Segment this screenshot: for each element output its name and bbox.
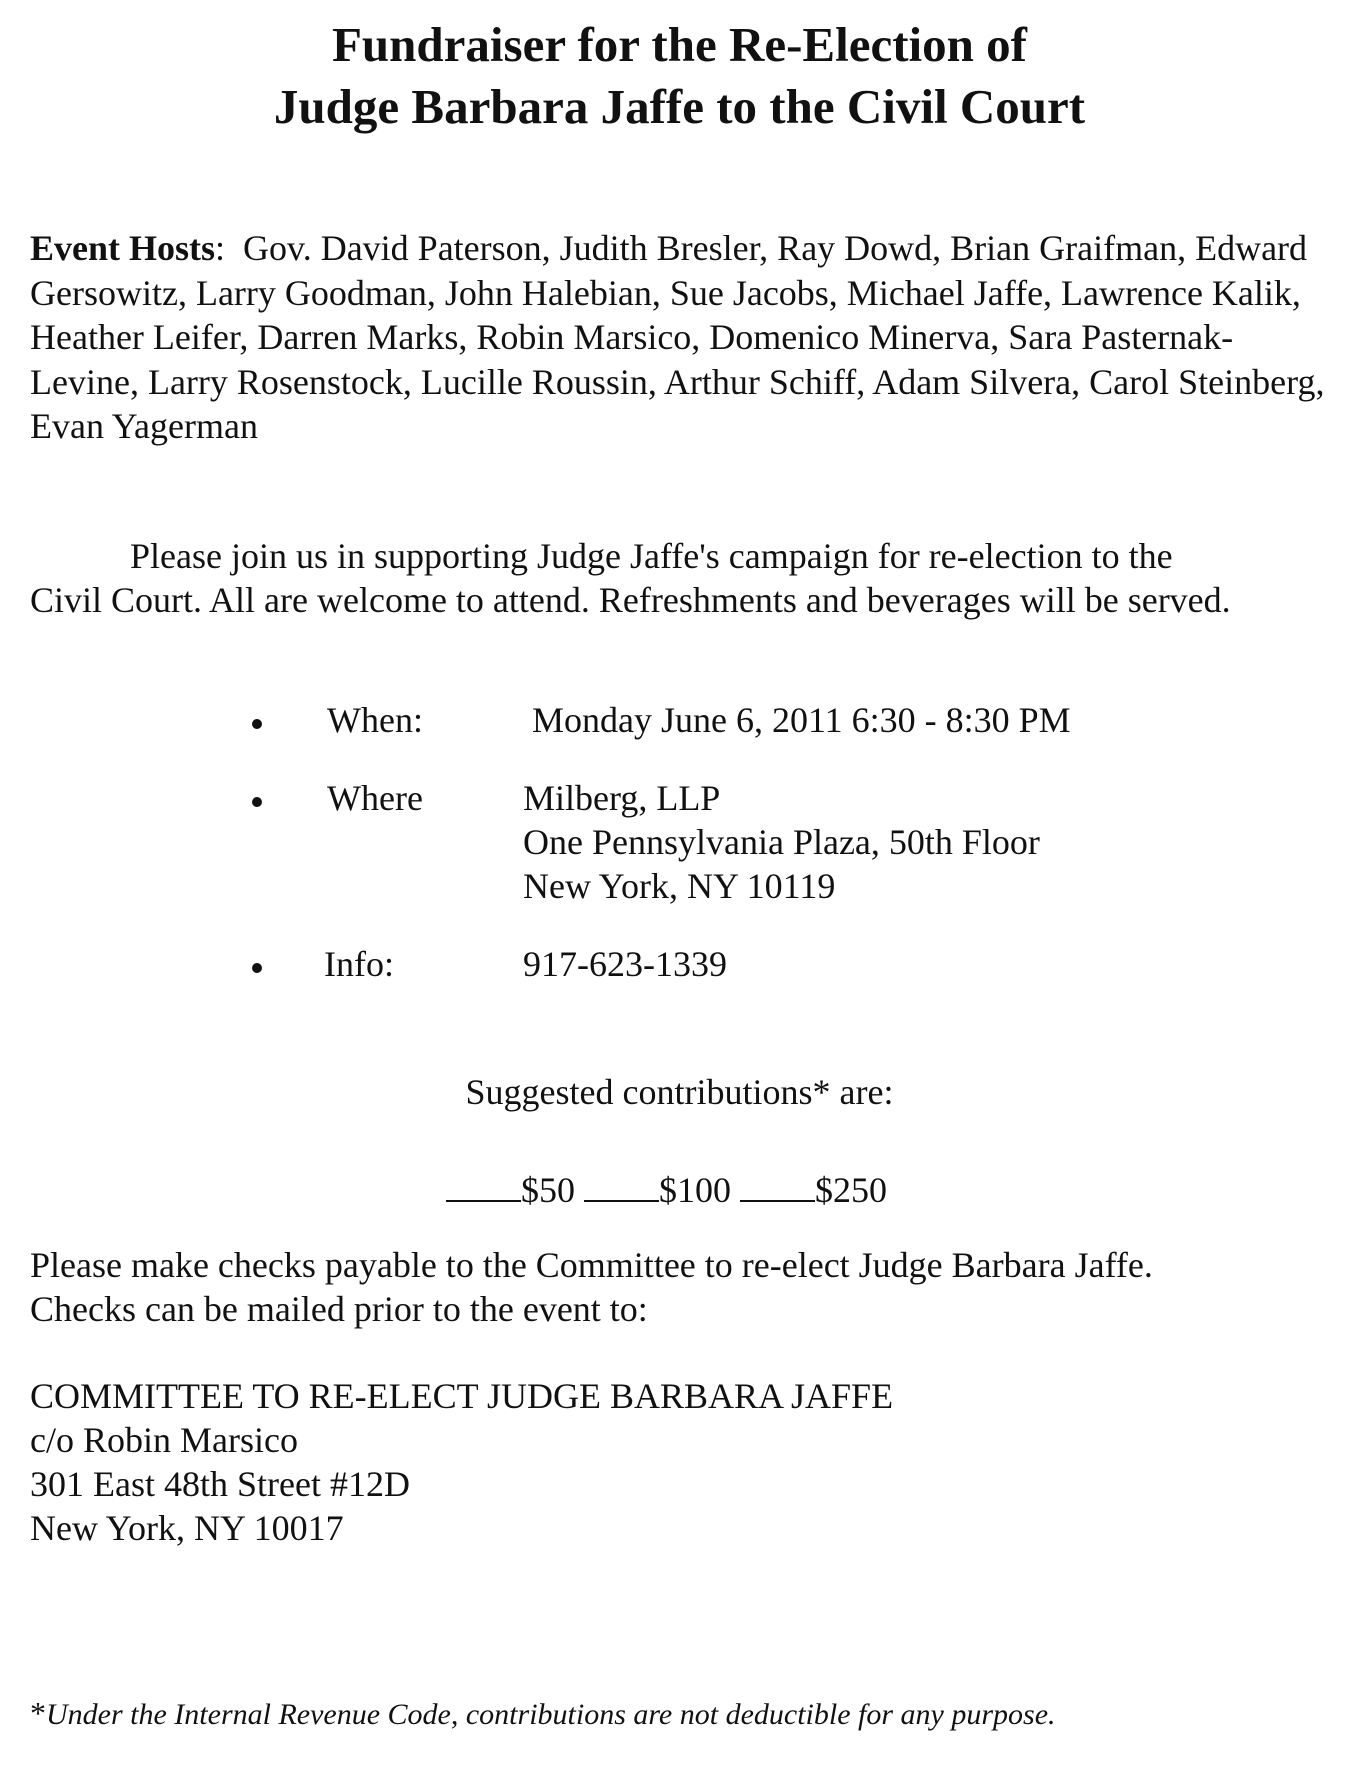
footnote-marker: *	[30, 1695, 46, 1731]
checkbox-blank-50[interactable]	[446, 1166, 521, 1202]
where-item	[0, 776, 1359, 908]
checks-paragraph	[30, 1243, 1340, 1331]
checkbox-blank-100[interactable]	[584, 1166, 659, 1202]
title-line-2: Judge Barbara Jaffe to the Civil Court	[273, 79, 1086, 134]
checks-line-2: Checks can be mailed prior to the event to:	[30, 1289, 648, 1329]
amount-250: $250	[815, 1170, 887, 1210]
event-hosts-colon: :	[215, 228, 244, 268]
info-item	[0, 942, 1359, 986]
title-line-1: Fundraiser for the Re-Election of	[332, 17, 1027, 72]
mailing-line-2: c/o Robin Marsico	[30, 1420, 298, 1460]
mailing-line-4: New York, NY 10017	[30, 1508, 344, 1548]
where-label: Where	[327, 778, 423, 818]
where-line-2: One Pennsylvania Plaza, 50th Floor	[523, 822, 1040, 862]
when-label: When:	[327, 700, 423, 740]
checks-line-1: Please make checks payable to the Committee to re-elect Judge Barbara Jaffe.	[30, 1245, 1153, 1285]
mailing-line-1: COMMITTEE TO RE-ELECT JUDGE BARBARA JAFFE	[30, 1376, 894, 1416]
when-value: Monday June 6, 2011 6:30 - 8:30 PM	[532, 700, 1071, 740]
when-item	[0, 698, 1359, 742]
invitation-line-1: Please join us in supporting Judge Jaffe's campaign for re-election to the	[130, 536, 1173, 576]
event-hosts-names: Gov. David Paterson, Judith Bresler, Ray Dowd, Brian Graifman, Edward Gersowitz, Larry Goodman, John Halebian, Sue Jacobs, Michael Jaffe, Lawrence Kalik, Heather Leifer, Darren Marks, Robin Marsico, Domenico Minerva, Sara Pasternak-Levine, Larry Rosenstock, Lucille Roussin, Arthur Schiff, Adam Silvera, Carol Steinberg, Evan Yagerman	[30, 228, 1325, 446]
contributions-heading: Suggested contributions* are:	[465, 1072, 894, 1112]
amount-100: $100	[659, 1170, 731, 1210]
bullet-icon	[252, 797, 262, 807]
mailing-line-3: 301 East 48th Street #12D	[30, 1464, 410, 1504]
where-line-1: Milberg, LLP	[523, 778, 721, 818]
info-label: Info:	[324, 944, 394, 984]
mailing-address	[30, 1374, 1340, 1550]
footnote	[30, 1693, 1056, 1735]
amount-50: $50	[521, 1170, 575, 1210]
contribution-options	[446, 1166, 887, 1212]
invitation-line-2: Civil Court. All are welcome to attend. Refreshments and beverages will be served.	[30, 580, 1231, 620]
event-hosts	[30, 226, 1340, 449]
footnote-text: Under the Internal Revenue Code, contributions are not deductible for any purpose.	[46, 1698, 1056, 1731]
document-title	[0, 14, 1359, 138]
invitation-paragraph	[30, 534, 1340, 622]
bullet-icon	[252, 963, 262, 973]
checkbox-blank-250[interactable]	[740, 1166, 815, 1202]
event-hosts-label: Event Hosts	[30, 228, 216, 268]
where-line-3: New York, NY 10119	[523, 866, 836, 906]
info-value: 917-623-1339	[523, 944, 727, 984]
bullet-icon	[252, 719, 262, 729]
